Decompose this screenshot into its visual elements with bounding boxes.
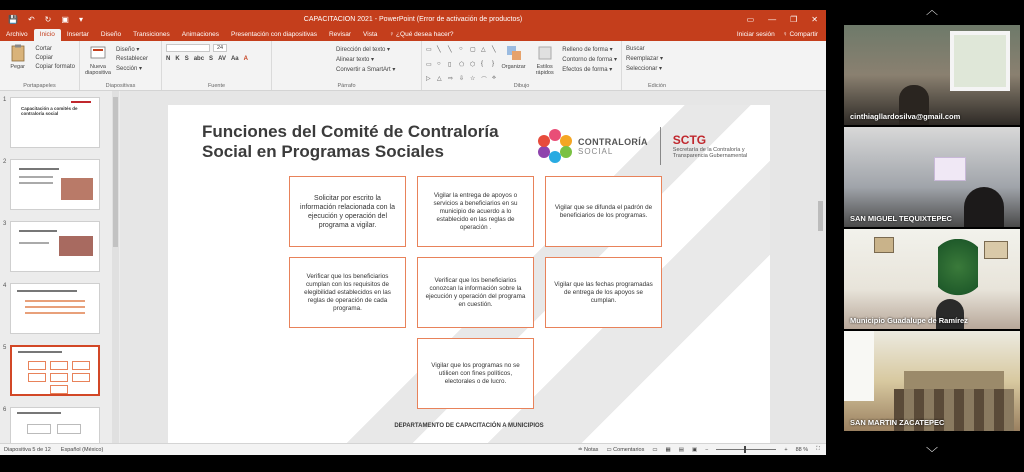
shape-option[interactable]: ╲ [492,47,496,53]
fit-slide-icon[interactable]: ⛶ [816,446,820,452]
reading-view-icon[interactable]: ▤ [678,446,684,453]
customize-qat-icon[interactable]: ▾ [78,14,83,24]
minimize-icon[interactable]: — [768,14,777,24]
group-portapapeles [0,41,80,90]
contraloria-flower-icon [538,129,572,163]
thumb-number: 4 [3,283,7,289]
slide-title[interactable]: Funciones del Comité de Contraloría Social en Programas Sociales [202,122,499,161]
normal-view-icon[interactable]: ▭ [652,446,658,453]
redo-icon[interactable]: ↻ [44,14,52,24]
arrange-button[interactable]: Organizar [500,44,527,90]
font-name-field[interactable] [166,44,210,52]
wall-frame [984,241,1008,259]
logo-text-line2: SOCIAL [578,146,614,156]
tab-vista[interactable]: Vista [363,31,378,38]
thumb-line [19,230,57,232]
arrange-icon [506,44,522,62]
scroll-up-chevron-icon[interactable]: ︿ [925,3,938,17]
thumb-box [50,373,68,382]
ribbon [0,41,826,91]
scroll-thumb[interactable] [113,97,118,247]
font-format-buttons [166,56,267,62]
shape-fill-button[interactable]: Relleno de forma ▾ [562,47,613,53]
thumb-box [50,361,68,370]
align-text-button[interactable]: Alinear texto ▾ [336,57,375,63]
tab-revisar[interactable]: Revisar [328,31,352,38]
text-direction-button[interactable]: Dirección del texto ▾ [336,47,391,53]
thumb-box [72,373,90,382]
group-label: Diapositivas [105,83,136,89]
thumb-number: 1 [3,97,7,103]
logo-text-line1: CONTRALORÍA [578,136,648,147]
notes-button[interactable]: ≐ Notas [577,446,599,453]
shape-option[interactable]: ⇩ [459,76,465,83]
slide-footer: DEPARTAMENTO DE CAPACITACIÓN A MUNICIPIOS [394,423,544,429]
title-bar [0,10,826,28]
function-box-3[interactable]: Vigilar que se difunda el padrón de beneficiarios de los programas. [545,176,662,247]
undo-icon[interactable]: ↶ [27,14,35,24]
participant-name: SAN MIGUEL TEQUIXTEPEC [850,214,952,223]
section-button[interactable]: Sección ▾ [116,66,143,72]
tell-me-search[interactable]: ♀ ¿Qué desea hacer? [389,31,454,38]
ribbon-tabs [0,28,826,41]
sctg-logo: SCTG [672,132,707,147]
thumb-line [17,412,61,414]
tab-transiciones[interactable]: Transiciones [133,31,170,38]
save-icon[interactable]: 💾 [8,14,18,24]
thumb-line [19,176,53,178]
function-box-6[interactable]: Vigilar que las fechas programadas de entrega de los apoyos se cumplan. [545,257,662,328]
group-label: Edición [647,83,667,89]
participant-tile-1[interactable] [844,25,1020,125]
new-slide-icon [90,44,106,62]
sorter-view-icon[interactable]: ▦ [665,446,671,453]
shape-option[interactable]: ⬠ [459,61,465,68]
new-slide-button[interactable]: Nueva diapositiva [84,44,112,90]
underline-button[interactable]: S [184,56,189,62]
signin-link[interactable]: Iniciar sesión [736,31,775,38]
thumb-box [28,361,46,370]
wall-poster [934,157,966,181]
slide-counter: Diapositiva 5 de 12 [4,446,51,453]
function-box-1[interactable]: Solicitar por escrito la información relacionada con la ejecución y operación del programa a vigilar. [289,176,406,247]
slide-thumbnail-1[interactable] [10,97,100,148]
tab-animaciones[interactable]: Animaciones [181,31,219,38]
font-color-button[interactable]: A [243,56,248,62]
group-label: Párrafo [337,83,356,89]
shape-option[interactable]: ⌒ [481,78,488,85]
document-title: CAPACITACION 2021 - PowerPoint (Error de activación de productos) [303,15,523,23]
function-box-2[interactable]: Vigilar la entrega de apoyos o servicios a beneficiarios en su municipio de acuerdo a lo establecido en las reglas de operación . [417,176,534,247]
copy-button[interactable]: Copiar [35,55,53,61]
thumb-line [19,182,53,184]
share-button[interactable]: ♀ Compartir [782,31,818,38]
quick-styles-icon [537,44,553,62]
thumb-logo [71,101,91,103]
shape-option[interactable]: ⇨ [448,76,454,83]
slideshow-view-icon[interactable]: ▣ [691,446,698,453]
wall-frame [874,237,894,253]
thumb-box [28,373,46,382]
layout-button[interactable]: Diseño ▾ [116,47,140,53]
shape-option[interactable]: ▷ [426,76,431,83]
shape-option[interactable]: } [492,60,495,67]
format-painter-button[interactable]: Copiar formato [35,64,75,70]
thumb-box [57,424,81,434]
slide-thumbnail-5[interactable] [10,345,100,396]
thumbnails-scrollbar[interactable] [112,91,119,443]
powerpoint-window [0,10,826,455]
thumb-number: 3 [3,221,7,227]
participant-figure [964,187,1004,227]
participant-tile-2[interactable] [844,127,1020,227]
contraloria-logo [538,127,755,165]
group-label: Dibujo [513,83,530,89]
shape-option[interactable]: ▢ [470,47,476,53]
font-size-field[interactable]: 24 [213,44,227,52]
thumb-number: 5 [3,345,7,351]
shape-option[interactable]: ○ [437,60,441,67]
smartart-button[interactable]: Convertir a SmartArt ▾ [336,67,396,73]
restore-icon[interactable]: ❐ [790,14,798,24]
shape-option[interactable]: ▯ [448,61,452,68]
quick-access-toolbar [0,15,83,24]
thumb-title: Capacitación a comités de contraloría social [21,106,78,116]
scroll-down-chevron-icon[interactable]: ﹀ [925,446,938,460]
function-box-4[interactable]: Verificar que los beneficiarios cumplan con los requisitos de elegibilidad establecidos en las reglas de operación de cada programa. [289,257,406,328]
zoom-slider[interactable] [716,449,776,450]
thumb-box [27,424,51,434]
sctg-subtitle: Secretaría de la Contraloría y Transparencia Gubernamental [672,146,748,159]
tab-archivo[interactable]: Archivo [6,31,28,38]
present-icon[interactable]: ▣ [61,14,69,24]
thumb-line [25,306,85,308]
comments-button[interactable]: ▭ Comentarios [606,446,645,453]
group-diapositivas [80,41,162,90]
shape-option[interactable]: ╲ [448,47,452,53]
shape-option[interactable]: ▭ [426,47,432,53]
slide-thumbnails-pane [0,91,120,443]
paste-icon [10,44,26,62]
tab-inicio[interactable]: Inicio [34,29,61,41]
thumb-box [72,361,90,370]
tab-presentacion[interactable]: Presentación con diapositivas [230,31,317,38]
shape-effects-button[interactable]: Efectos de forma ▾ [562,67,613,73]
thumb-line [25,312,85,314]
cut-button[interactable]: Cortar [35,46,52,52]
thumb-line [19,168,59,170]
shape-outline-button[interactable]: Contorno de forma ▾ [562,57,617,63]
slide-scrollbar[interactable] [817,91,824,443]
thumb-number: 6 [3,407,7,413]
close-icon[interactable]: ✕ [811,14,818,24]
group-label: Fuente [207,83,226,89]
shape-option[interactable]: { [481,60,484,67]
thumb-line [17,290,77,292]
tab-insertar[interactable]: Insertar [66,31,89,38]
slide-thumbnail-2[interactable] [10,159,100,210]
slide-canvas[interactable] [168,105,770,443]
thumb-photo [59,236,93,256]
bold-button[interactable]: N [166,56,171,62]
participant-tile-3[interactable] [844,229,1020,329]
shape-option[interactable]: ○ [459,46,463,52]
shape-option[interactable]: ☆ [470,76,476,83]
ribbon-display-icon[interactable]: ▭ [746,14,755,24]
zoom-out-icon[interactable]: − [705,446,709,453]
logo-divider [660,127,661,165]
thumb-photo [61,178,93,200]
table-row [904,371,1004,391]
replace-button[interactable]: Reemplazar ▾ [626,56,664,62]
window-light [844,331,874,401]
slide-thumbnail-3[interactable] [10,221,100,272]
tab-diseno[interactable]: Diseño [100,31,122,38]
find-button[interactable]: Buscar [626,46,645,52]
shape-option[interactable]: △ [481,47,486,53]
group-parrafo [272,41,422,90]
slide-thumbnail-6[interactable] [10,407,100,443]
group-dibujo [422,41,622,90]
participant-name: cinthiagllardosilva@gmail.com [850,112,961,121]
select-button[interactable]: Seleccionar ▾ [626,66,663,72]
shape-option[interactable]: ╲ [437,47,441,53]
participant-tile-4[interactable] [844,331,1020,431]
window-background [950,31,1010,91]
thumb-number: 2 [3,159,7,165]
zoom-in-icon[interactable]: + [784,446,788,453]
window-controls [747,15,818,24]
thumb-line [18,351,62,353]
christmas-tree [938,239,978,309]
shape-option[interactable]: △ [437,76,442,83]
status-bar [0,443,826,455]
scroll-thumb[interactable] [818,201,823,231]
paste-button[interactable]: Pegar [4,44,31,90]
shadow-button[interactable]: S [209,56,214,62]
function-box-7[interactable]: Vigilar que los programas no se utilicen con fines políticos, electorales o de lucro. [417,338,534,409]
zoom-level[interactable]: 88 % [795,446,809,453]
workspace [0,91,826,443]
group-label: Portapapeles [23,83,56,89]
italic-button[interactable]: K [175,56,180,62]
group-fuente [162,41,272,90]
thumb-line [25,300,85,302]
slide-thumbnail-4[interactable] [10,283,100,334]
case-button[interactable]: Aa [230,56,239,62]
thumb-line [19,242,49,244]
function-box-5[interactable]: Verificar que los beneficiarios conozcan la información sobre la ejecución y operación del programa en cuestión. [417,257,534,328]
quick-styles-button[interactable]: Estilos rápidos [531,44,558,90]
shape-option[interactable]: ⟡ [492,75,496,82]
participant-name: Municipio Guadalupe de Ramírez [850,316,968,325]
strikethrough-button[interactable]: abc [193,56,205,62]
language-indicator[interactable]: Español (México) [60,446,104,453]
shape-option[interactable]: ▭ [426,61,432,68]
group-edicion [622,41,692,90]
participant-name: SAN MARTIN ZACATEPEC [850,418,945,427]
reset-button[interactable]: Restablecer [116,56,149,62]
thumb-box [50,385,68,394]
shape-option[interactable]: ⬡ [470,61,476,68]
spacing-button[interactable]: AV [218,56,226,62]
